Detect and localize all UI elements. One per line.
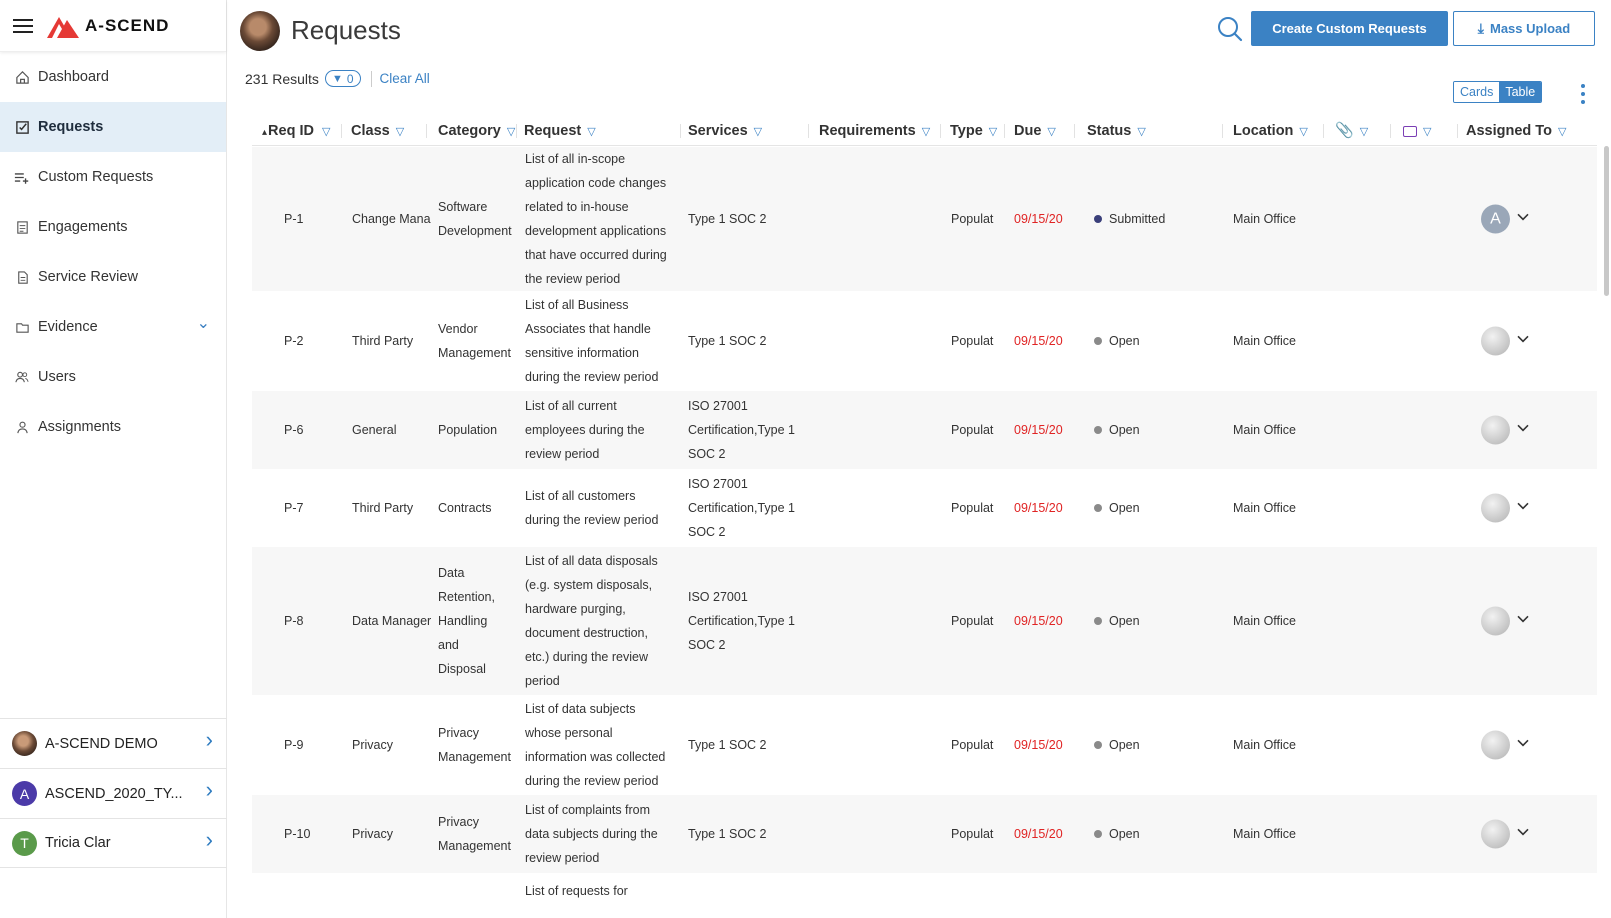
req-id-cell: P-8 [284, 614, 304, 628]
assignee-avatar[interactable] [1481, 731, 1510, 760]
category-cell-line: Handling [438, 614, 488, 628]
status-badge [1094, 329, 1140, 353]
filter-icon[interactable]: ▽ [321, 126, 331, 138]
column-divider[interactable] [1222, 124, 1223, 138]
clear-all-link[interactable]: Clear All [379, 71, 430, 86]
request-cell-line: review period [525, 447, 600, 461]
location-cell: Main Office [1233, 212, 1296, 226]
home-icon [14, 69, 30, 85]
category-cell-line: Contracts [438, 501, 492, 515]
type-cell: Populat [951, 212, 994, 226]
filter-icon[interactable]: ▽ [1047, 126, 1056, 138]
table-row[interactable] [252, 873, 1597, 918]
mass-upload-label: Mass Upload [1490, 21, 1571, 36]
request-cell-line: List of complaints from [525, 803, 651, 817]
category-cell [438, 810, 528, 858]
request-cell [525, 394, 685, 466]
status-badge [1094, 207, 1165, 231]
services-cell [688, 394, 813, 466]
services-cell [688, 585, 813, 657]
column-divider[interactable] [1390, 124, 1391, 138]
column-divider[interactable] [808, 124, 809, 138]
req-id-cell: P-2 [284, 334, 304, 348]
scrollbar[interactable] [1604, 146, 1609, 296]
category-cell-line: Data [438, 566, 465, 580]
type-cell: Populat [951, 738, 994, 752]
request-cell-line: document destruction, [525, 626, 648, 640]
logo-mark-icon [47, 14, 81, 38]
column-label: Services [688, 123, 748, 139]
services-cell-line: Type 1 SOC 2 [688, 334, 767, 348]
filter-count: 0 [346, 71, 354, 86]
column-label: Due [1014, 123, 1042, 139]
chevron-right-icon: › [205, 727, 213, 752]
column-due[interactable] [1014, 116, 1056, 146]
req-id-cell: P-10 [284, 827, 311, 841]
chevron-down-icon[interactable] [1517, 332, 1529, 346]
assignee-avatar[interactable] [1481, 416, 1510, 445]
location-cell: Main Office [1233, 501, 1296, 515]
sidebar-item-label: Evidence [38, 319, 98, 335]
request-cell-line: during the review period [525, 370, 659, 384]
category-cell-line: Disposal [438, 662, 486, 676]
due-date-cell: 09/15/20 [1014, 501, 1063, 515]
request-cell-line: List of all in-scope [525, 152, 626, 166]
table-body [252, 147, 1597, 918]
chevron-down-icon[interactable] [1517, 736, 1529, 750]
request-cell [525, 484, 685, 532]
paperclip-icon: 📎 [1335, 122, 1354, 139]
req-id-cell: P-9 [284, 738, 304, 752]
filter-icon[interactable]: ▽ [988, 126, 998, 138]
services-cell-line: SOC 2 [688, 525, 726, 539]
type-cell: Populat [951, 334, 994, 348]
chevron-down-icon[interactable]: ⌄ [196, 315, 210, 332]
filter-icon[interactable]: ▽ [395, 126, 405, 138]
status-dot-icon [1094, 830, 1102, 838]
request-cell-line: the review period [525, 272, 621, 286]
status-badge [1094, 609, 1140, 633]
column-label: Request [524, 123, 582, 139]
status-badge [1094, 822, 1140, 846]
chevron-right-icon: › [205, 827, 213, 852]
view-table-button[interactable]: Table [1499, 82, 1541, 102]
category-cell-line: Privacy [438, 726, 479, 740]
column-label: Req ID [268, 123, 314, 139]
column-divider[interactable] [680, 124, 681, 138]
request-cell [525, 697, 685, 793]
sidebar-item-evidence[interactable] [0, 302, 226, 352]
class-cell: Privacy [352, 738, 393, 752]
chevron-down-icon[interactable] [1517, 499, 1529, 513]
category-cell-line: Management [438, 346, 511, 360]
class-cell: Change Mana [352, 212, 431, 226]
brand-name: A-SCEND [85, 15, 170, 35]
table-row[interactable] [252, 147, 1597, 291]
brand-bar [0, 0, 226, 52]
location-cell: Main Office [1233, 334, 1296, 348]
category-cell-line: Development [438, 224, 512, 238]
column-services[interactable] [688, 116, 762, 146]
chevron-down-icon[interactable] [1517, 612, 1529, 626]
workspace-item[interactable] [0, 768, 227, 818]
column-location[interactable] [1233, 116, 1308, 146]
assignee-avatar[interactable] [1481, 607, 1510, 636]
request-cell [525, 147, 685, 291]
location-cell: Main Office [1233, 423, 1296, 437]
sidebar-item-label: Service Review [38, 269, 138, 285]
table-row[interactable] [252, 547, 1597, 695]
request-cell-line: hardware purging, [525, 602, 626, 616]
request-cell-line: that have occurred during [525, 248, 667, 262]
workspace-label: Tricia Clar [45, 835, 111, 851]
sidebar-item-label: Users [38, 369, 76, 385]
column-class[interactable] [351, 116, 404, 146]
column-divider[interactable] [1074, 124, 1075, 138]
request-cell-line: whose personal [525, 726, 613, 740]
request-cell-line: List of all current [525, 399, 617, 413]
sidebar-item-dashboard[interactable] [0, 52, 226, 102]
request-cell-line: sensitive information [525, 346, 639, 360]
due-date-cell: 09/15/20 [1014, 614, 1063, 628]
category-cell-line: Management [438, 750, 511, 764]
location-cell: Main Office [1233, 738, 1296, 752]
services-cell [688, 207, 813, 231]
category-cell-line: Vendor [438, 322, 478, 336]
column-request[interactable] [524, 116, 596, 146]
type-cell: Populat [951, 423, 994, 437]
services-cell-line: Type 1 SOC 2 [688, 738, 767, 752]
filter-icon[interactable]: ▽ [753, 126, 763, 138]
column-requirements[interactable] [819, 116, 930, 146]
workspace-item[interactable] [0, 818, 227, 868]
services-cell-line: ISO 27001 [688, 590, 748, 604]
request-cell-line: (e.g. system disposals, [525, 578, 653, 592]
workspace-item[interactable] [0, 718, 227, 768]
request-cell [525, 879, 685, 903]
due-date-cell: 09/15/20 [1014, 827, 1063, 841]
column-label: Requirements [819, 123, 916, 139]
column-divider[interactable] [341, 124, 342, 138]
class-cell: Third Party [352, 334, 414, 348]
status-badge [1094, 733, 1140, 757]
comment-icon [1403, 126, 1417, 137]
request-cell [525, 293, 685, 389]
page-avatar [240, 11, 280, 51]
results-bar [245, 70, 430, 87]
status-badge [1094, 418, 1140, 442]
workspace-label: ASCEND_2020_TY... [45, 785, 183, 802]
download-icon: ⤓ [1477, 20, 1484, 36]
status-label: Open [1109, 827, 1140, 841]
page-title: Requests [291, 15, 401, 45]
column-req-id[interactable] [262, 116, 330, 146]
filter-icon: ▼ [331, 72, 343, 85]
location-cell: Main Office [1233, 827, 1296, 841]
divider [371, 71, 372, 87]
filter-icon[interactable]: ▽ [1423, 126, 1432, 138]
sidebar-item-users[interactable] [0, 352, 226, 402]
services-cell-line: Certification,Type 1 [688, 614, 795, 628]
column-assigned-to[interactable] [1466, 116, 1566, 146]
status-dot-icon [1094, 741, 1102, 749]
chevron-right-icon: › [205, 777, 213, 802]
column-status[interactable] [1087, 116, 1146, 146]
services-cell-line: Certification,Type 1 [688, 501, 795, 515]
column-type[interactable] [950, 116, 997, 146]
category-cell [438, 317, 528, 365]
request-cell-line: List of all Business [525, 298, 629, 312]
req-id-cell: P-1 [284, 212, 304, 226]
column-comments[interactable] [1403, 116, 1431, 146]
services-cell-line: ISO 27001 [688, 399, 748, 413]
sidebar-item-label: Custom Requests [38, 169, 154, 185]
workspace-label: A-SCEND DEMO [45, 735, 158, 752]
mass-upload-button[interactable] [1453, 11, 1595, 46]
more-options-icon[interactable] [1579, 82, 1587, 104]
sidebar-item-assignments[interactable] [0, 402, 226, 452]
avatar: A [12, 781, 37, 806]
column-divider[interactable] [426, 124, 427, 138]
assignee-avatar[interactable] [1481, 205, 1510, 234]
column-label: Type [950, 123, 983, 139]
request-cell-line: during the review period [525, 774, 659, 788]
users-icon [14, 369, 30, 385]
status-label: Open [1109, 614, 1140, 628]
menu-icon[interactable] [13, 19, 33, 33]
category-cell-line: Privacy [438, 815, 479, 829]
assignee-avatar[interactable] [1481, 820, 1510, 849]
sort-asc-icon[interactable]: ▴ [262, 127, 268, 138]
sidebar-item-service-review[interactable] [0, 252, 226, 302]
services-cell-line: Type 1 SOC 2 [688, 212, 767, 226]
view-cards-button[interactable]: Cards [1454, 82, 1499, 102]
request-cell-line: development applications [525, 224, 667, 238]
services-cell-line: Certification,Type 1 [688, 423, 795, 437]
sidebar-item-requests[interactable] [0, 102, 226, 152]
category-cell-line: Retention, [438, 590, 495, 604]
category-cell-line: Management [438, 839, 511, 853]
request-cell-line: review period [525, 851, 600, 865]
table-row[interactable] [252, 795, 1597, 873]
view-toggle [1453, 81, 1542, 103]
table-row[interactable] [252, 291, 1597, 391]
services-cell [688, 329, 813, 353]
status-badge [1094, 496, 1140, 520]
status-label: Open [1109, 501, 1140, 515]
type-cell: Populat [951, 501, 994, 515]
status-label: Open [1109, 334, 1140, 348]
due-date-cell: 09/15/20 [1014, 423, 1063, 437]
filter-icon[interactable]: ▽ [1359, 126, 1369, 138]
assignee-avatar[interactable] [1481, 494, 1510, 523]
logo[interactable] [47, 14, 169, 38]
column-attachments[interactable] [1335, 116, 1368, 146]
status-dot-icon [1094, 215, 1102, 223]
table-header [252, 116, 1597, 146]
status-label: Submitted [1109, 212, 1166, 226]
request-cell-line: etc.) during the review [525, 650, 648, 664]
avatar [12, 731, 37, 756]
req-id-cell: P-7 [284, 501, 304, 515]
request-cell-line: List of requests for [525, 884, 628, 898]
request-cell-line: Associates that handle [525, 322, 651, 336]
column-label: Location [1233, 123, 1294, 139]
checklist-icon [14, 119, 30, 135]
filter-icon[interactable]: ▽ [506, 126, 516, 138]
status-label: Open [1109, 738, 1140, 752]
filter-icon[interactable]: ▽ [1299, 126, 1308, 138]
chevron-down-icon[interactable] [1517, 421, 1529, 435]
search-icon[interactable] [1217, 16, 1243, 42]
assignee-initial: A [1490, 210, 1501, 227]
column-label: Status [1087, 123, 1132, 139]
sidebar-item-custom-requests[interactable] [0, 152, 226, 202]
services-cell [688, 472, 813, 544]
request-cell [525, 798, 685, 870]
sidebar [0, 0, 227, 918]
column-divider[interactable] [1457, 124, 1458, 138]
sidebar-item-label: Engagements [38, 219, 128, 235]
status-dot-icon [1094, 504, 1102, 512]
filter-icon[interactable]: ▽ [1557, 126, 1567, 138]
user-icon [14, 419, 30, 435]
table-row[interactable] [252, 695, 1597, 795]
req-id-cell: P-6 [284, 423, 304, 437]
status-label: Open [1109, 423, 1140, 437]
request-cell-line: List of all data disposals [525, 554, 658, 568]
list-add-icon [14, 169, 30, 185]
page-header [227, 0, 1611, 60]
column-divider[interactable] [516, 124, 517, 138]
column-label: Category [438, 123, 501, 139]
filter-count-pill[interactable] [325, 70, 361, 87]
class-cell: General [352, 423, 397, 437]
document-list-icon [14, 219, 30, 235]
request-cell-line: employees during the [525, 423, 645, 437]
services-cell-line: ISO 27001 [688, 477, 748, 491]
filter-icon[interactable]: ▽ [921, 126, 931, 138]
location-cell: Main Office [1233, 614, 1296, 628]
sidebar-item-engagements[interactable] [0, 202, 226, 252]
category-cell-line: Population [438, 423, 498, 437]
due-date-cell: 09/15/20 [1014, 334, 1063, 348]
sidebar-nav [0, 52, 226, 452]
services-cell [688, 733, 813, 757]
status-dot-icon [1094, 617, 1102, 625]
workspace-list [0, 718, 227, 868]
category-cell [438, 721, 528, 769]
type-cell: Populat [951, 827, 994, 841]
filter-icon[interactable]: ▽ [587, 126, 596, 138]
chevron-down-icon[interactable] [1517, 825, 1529, 839]
column-divider[interactable] [1323, 124, 1324, 138]
column-category[interactable] [438, 116, 515, 146]
category-cell-line: Software [438, 200, 488, 214]
column-divider[interactable] [1004, 124, 1005, 138]
class-cell: Third Party [352, 501, 414, 515]
request-cell-line: List of all customers [525, 489, 636, 503]
sidebar-item-label: Assignments [38, 419, 122, 435]
request-cell-line: data subjects during the [525, 827, 658, 841]
category-cell-line: and [438, 638, 459, 652]
services-cell-line: SOC 2 [688, 447, 726, 461]
category-cell [438, 418, 528, 442]
folder-icon [14, 319, 30, 335]
services-cell-line: Type 1 SOC 2 [688, 827, 767, 841]
avatar: T [12, 831, 37, 856]
column-label: Assigned To [1466, 123, 1552, 139]
class-cell: Data Manager [352, 614, 432, 628]
document-icon [14, 269, 30, 285]
create-custom-requests-button[interactable]: Create Custom Requests [1251, 11, 1448, 46]
filter-icon[interactable]: ▽ [1137, 126, 1146, 138]
services-cell-line: SOC 2 [688, 638, 726, 652]
assignee-avatar[interactable] [1481, 327, 1510, 356]
due-date-cell: 09/15/20 [1014, 738, 1063, 752]
sidebar-item-label: Requests [38, 119, 104, 135]
category-cell [438, 195, 528, 243]
table-row[interactable] [252, 469, 1597, 547]
category-cell [438, 561, 528, 681]
due-date-cell: 09/15/20 [1014, 212, 1063, 226]
main-content [227, 0, 1611, 918]
results-count: 231 Results [245, 70, 319, 87]
type-cell: Populat [951, 614, 994, 628]
request-cell [525, 549, 685, 693]
chevron-down-icon[interactable] [1517, 210, 1529, 224]
services-cell [688, 822, 813, 846]
request-cell-line: related to in-house [525, 200, 629, 214]
request-cell-line: application code changes [525, 176, 667, 190]
table-row[interactable] [252, 391, 1597, 469]
status-dot-icon [1094, 426, 1102, 434]
column-divider[interactable] [940, 124, 941, 138]
category-cell [438, 496, 528, 520]
request-cell-line: List of data subjects [525, 702, 636, 716]
status-dot-icon [1094, 337, 1102, 345]
column-label: Class [351, 123, 390, 139]
sidebar-item-label: Dashboard [38, 69, 109, 85]
request-cell-line: information was collected [525, 750, 666, 764]
request-cell-line: during the review period [525, 513, 659, 527]
request-cell-line: period [525, 674, 560, 688]
class-cell: Privacy [352, 827, 393, 841]
